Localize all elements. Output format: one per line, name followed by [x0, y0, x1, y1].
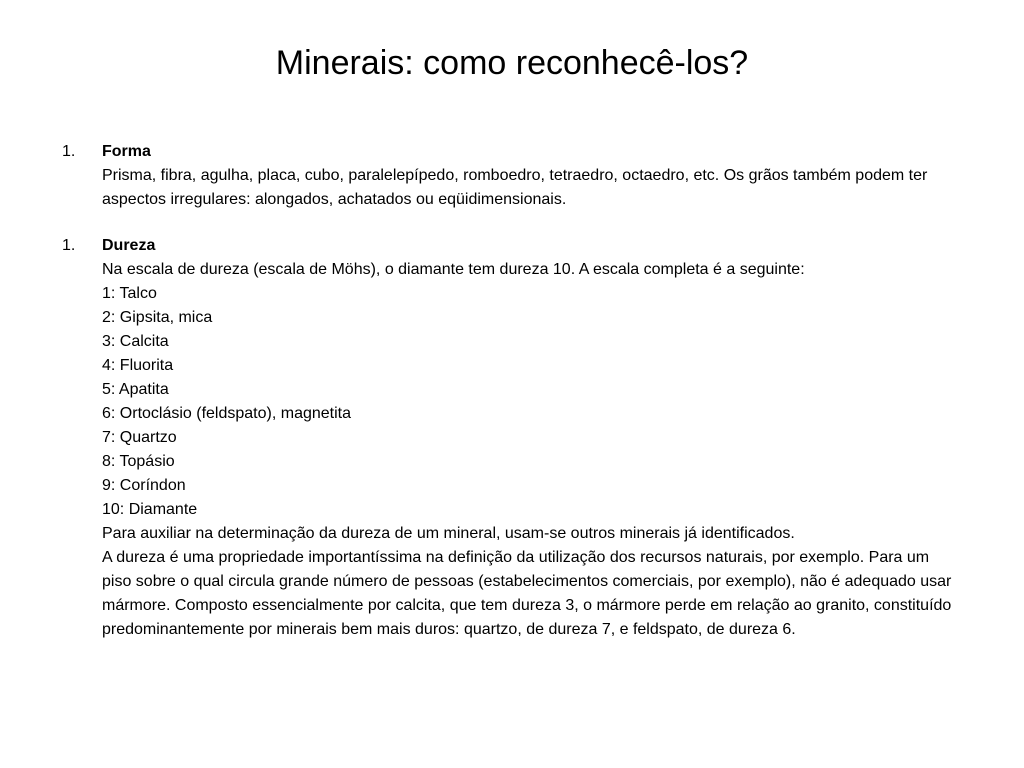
list-number: 1.	[62, 237, 76, 254]
scale-entry: 8: Topásio	[102, 453, 175, 470]
scale-entry: 7: Quartzo	[102, 429, 177, 446]
item-heading: Dureza	[102, 237, 156, 254]
slide-title: Minerais: como reconhecê-los?	[275, 44, 749, 82]
item-note: Para auxiliar na determinação da dureza de um mineral, usam-se outros minerais já identificados.	[102, 525, 795, 542]
scale-entry: 3: Calcita	[102, 333, 169, 350]
scale-entry: 2: Gipsita, mica	[102, 309, 213, 326]
item-paragraph: A dureza é uma propriedade importantíssima na definição da utilização dos recursos naturais, por exemplo. Para um piso sobre o qual circula grande número de pessoas (estabelecimentos comerciais, por exemplo), não é adequado usar mármore. Composto essencialmente por calcita, que tem dureza 3, o mármore perde em relação ao granito, constituído predominantemente por minerais bem mais duros: quartzo, de dureza 7, e feldspato, de dureza 6.	[102, 549, 952, 638]
list-number: 1.	[62, 143, 76, 160]
scale-entry: 4: Fluorita	[102, 357, 174, 374]
scale-entry: 5: Apatita	[102, 381, 169, 398]
scale-entry: 9: Coríndon	[102, 477, 186, 494]
scale-entry: 6: Ortoclásio (feldspato), magnetita	[102, 405, 352, 422]
item-intro: Na escala de dureza (escala de Möhs), o diamante tem dureza 10. A escala completa é a seguinte:	[102, 261, 805, 278]
scale-entry: 10: Diamante	[102, 501, 198, 518]
item-body: Prisma, fibra, agulha, placa, cubo, paralelepípedo, romboedro, tetraedro, octaedro, etc. Os grãos também podem ter aspectos irregulares: alongados, achatados ou eqüidimensionais.	[102, 167, 928, 208]
list-item-dureza	[62, 234, 962, 642]
item-heading: Forma	[102, 143, 151, 160]
slide-content	[62, 140, 962, 642]
scale-entry: 1: Talco	[102, 285, 157, 302]
list-item-forma	[62, 140, 962, 212]
